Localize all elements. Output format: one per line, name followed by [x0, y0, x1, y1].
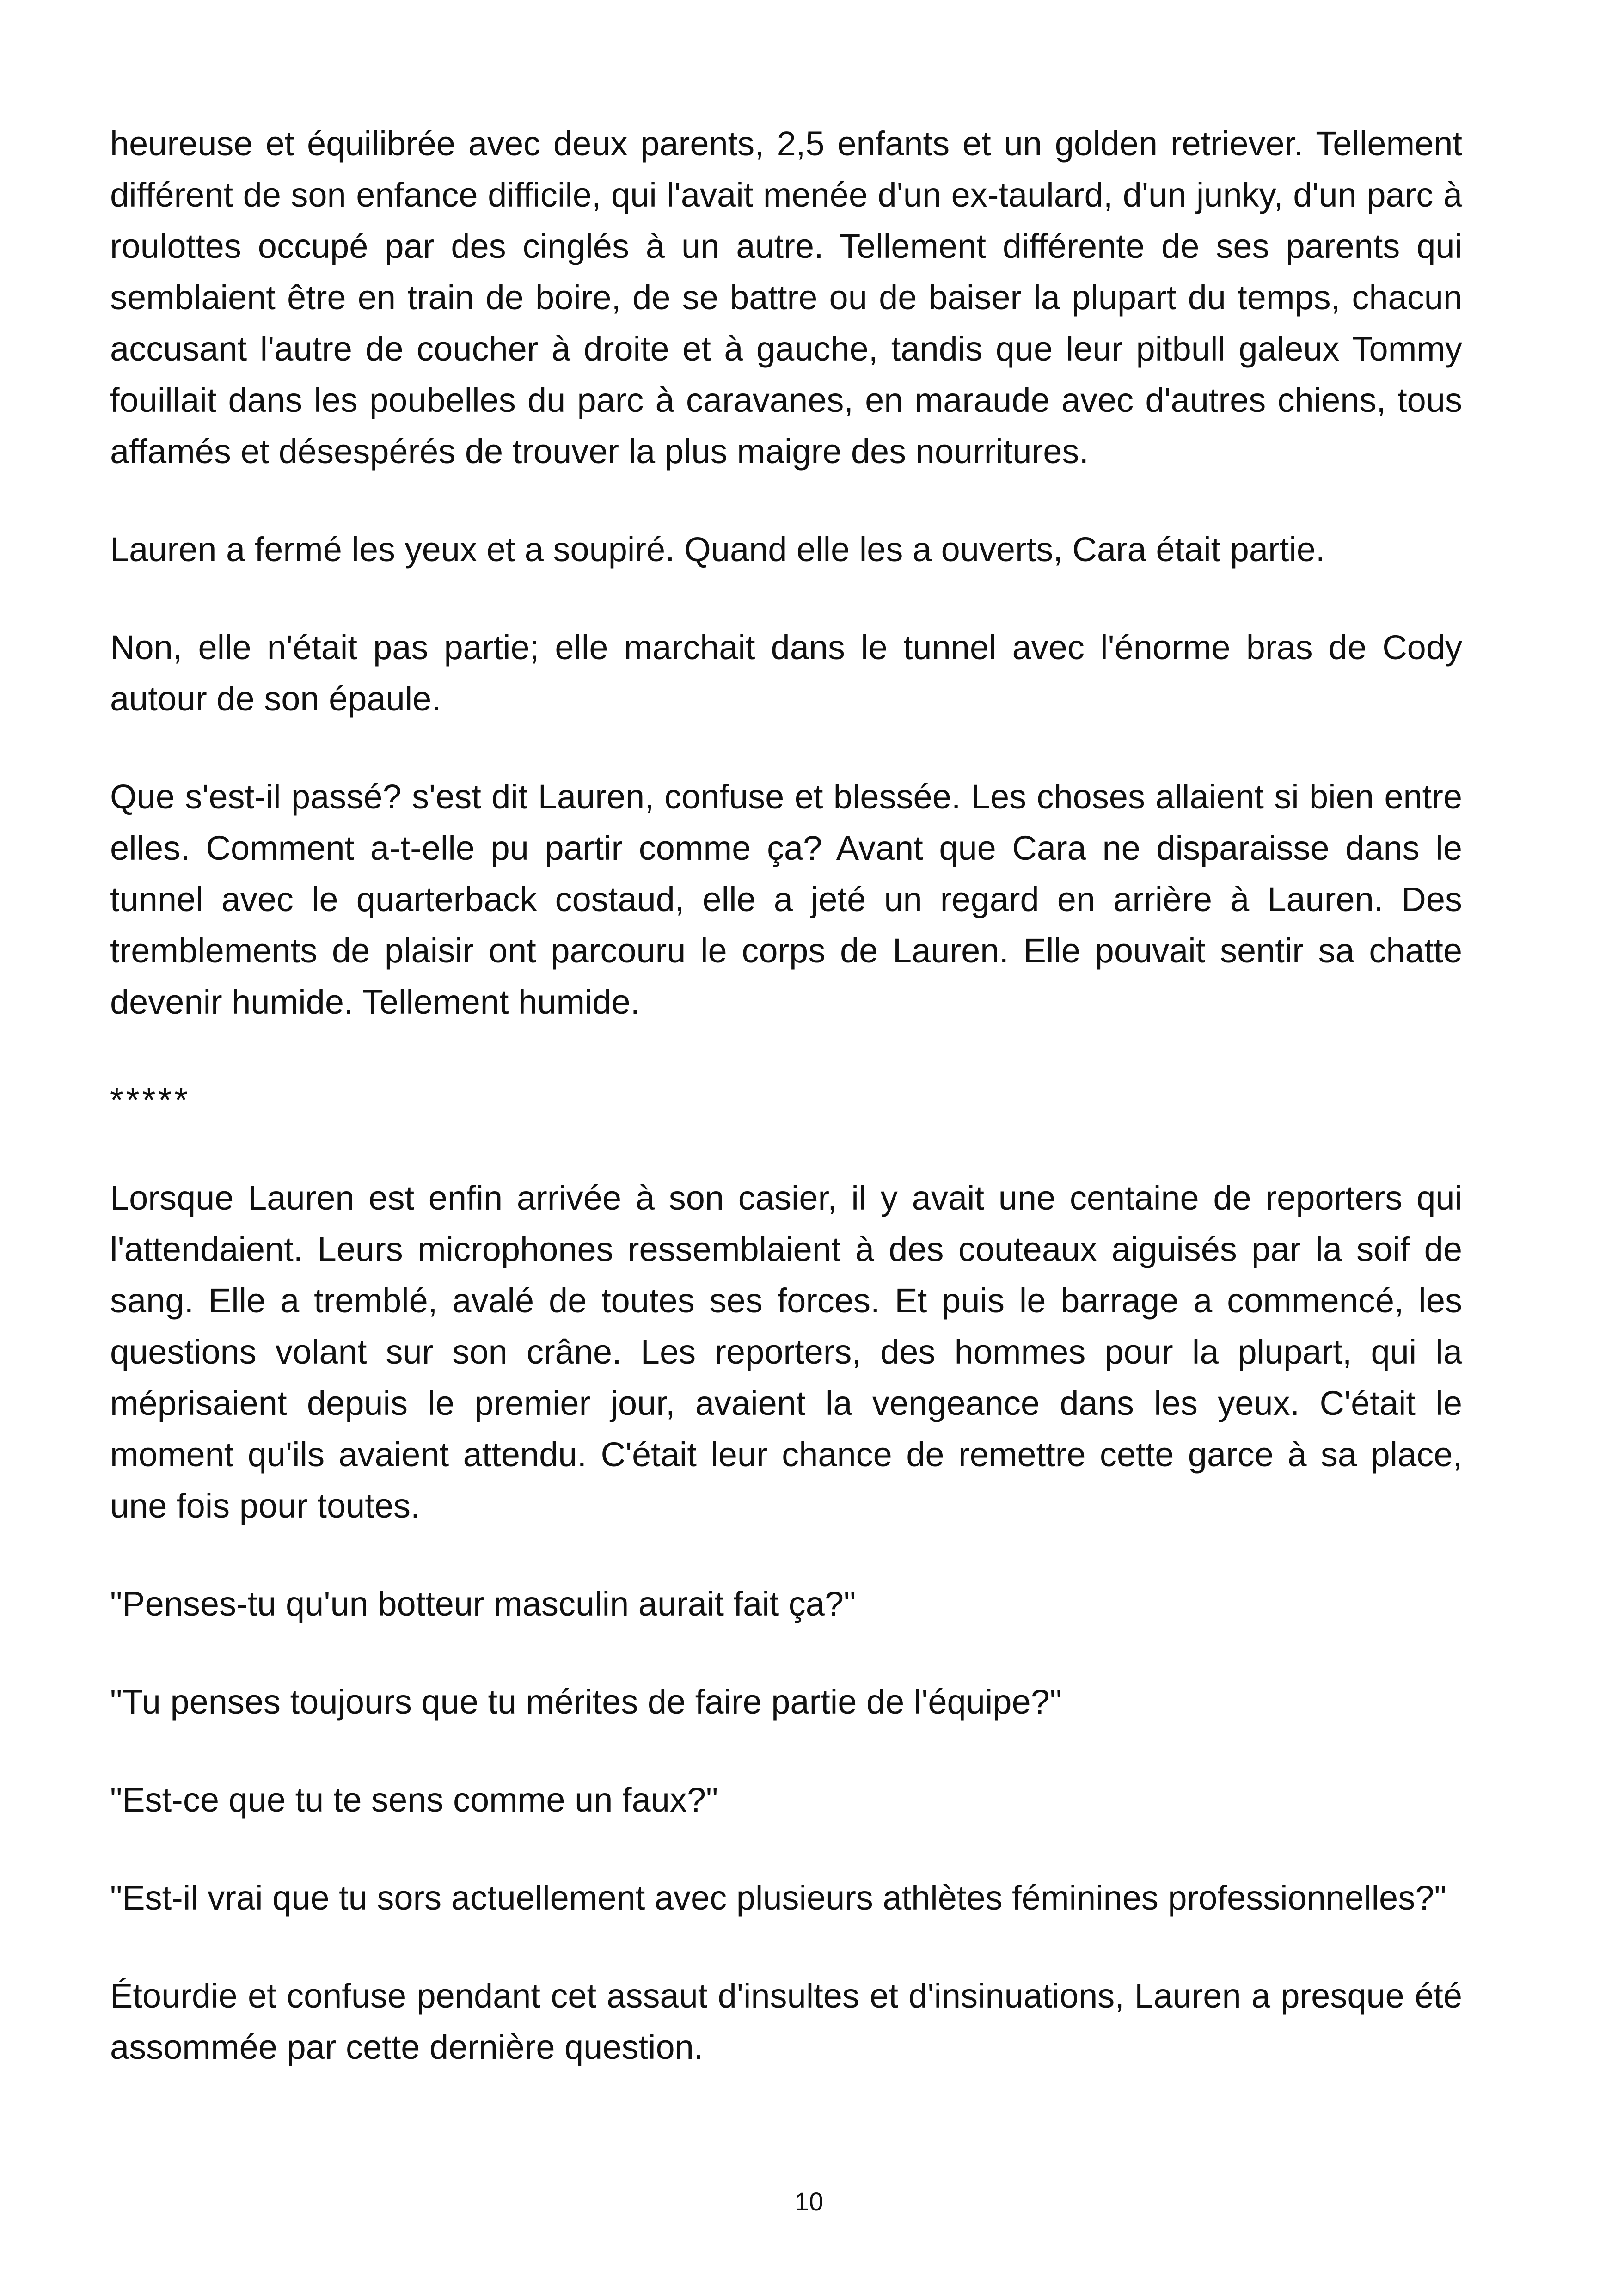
- paragraph: Non, elle n'était pas partie; elle marchait dans le tunnel avec l'énorme bras de Cody autour de son épaule.: [110, 628, 1462, 718]
- page-number: 10: [794, 2187, 824, 2216]
- paragraph: "Tu penses toujours que tu mérites de faire partie de l'équipe?": [110, 1683, 1062, 1721]
- paragraph: "Est-il vrai que tu sors actuellement avec plusieurs athlètes féminines professionnelles?": [110, 1879, 1446, 1917]
- body-text: [110, 118, 1462, 2119]
- paragraph: Que s'est-il passé? s'est dit Lauren, confuse et blessée. Les choses allaient si bien entre elles. Comment a-t-elle pu partir comme ça? Avant que Cara ne disparaisse dans le tunnel avec le quarterback costaud, elle a jeté un regard en arrière à Lauren. Des tremblements de plaisir ont parcouru le corps de Lauren. Elle pouvait sentir sa chatte devenir humide. Tellement humide.: [110, 778, 1462, 1021]
- paragraph: Étourdie et confuse pendant cet assaut d'insultes et d'insinuations, Lauren a presque été assommée par cette dernière question.: [110, 1977, 1462, 2066]
- paragraph: Lorsque Lauren est enfin arrivée à son casier, il y avait une centaine de reporters qui l'attendaient. Leurs microphones ressemblaient à des couteaux aiguisés par la soif de sang. Elle a tremblé, avalé de toutes ses forces. Et puis le barrage a commencé, les questions volant sur son crâne. Les reporters, des hommes pour la plupart, qui la méprisaient depuis le premier jour, avaient la vengeance dans les yeux. C'était le moment qu'ils avaient attendu. C'était leur chance de remettre cette garce à sa place, une fois pour toutes.: [110, 1179, 1462, 1525]
- paragraph: Lauren a fermé les yeux et a soupiré. Quand elle les a ouverts, Cara était partie.: [110, 530, 1325, 569]
- paragraph: heureuse et équilibrée avec deux parents, 2,5 enfants et un golden retriever. Tellement différent de son enfance difficile, qui l'avait menée d'un ex-taulard, d'un junky, d'un parc à roulottes occupé par des cinglés à un autre. Tellement différente de ses parents qui semblaient être en train de boire, de se battre ou de baiser la plupart du temps, chacun accusant l'autre de coucher à droite et à gauche, tandis que leur pitbull galeux Tommy fouillait dans les poubelles du parc à caravanes, en maraude avec d'autres chiens, tous affamés et désespérés de trouver la plus maigre des nourritures.: [110, 124, 1462, 471]
- paragraph: "Est-ce que tu te sens comme un faux?": [110, 1781, 718, 1819]
- paragraph: "Penses-tu qu'un botteur masculin aurait fait ça?": [110, 1585, 856, 1623]
- section-separator: *****: [110, 1081, 190, 1119]
